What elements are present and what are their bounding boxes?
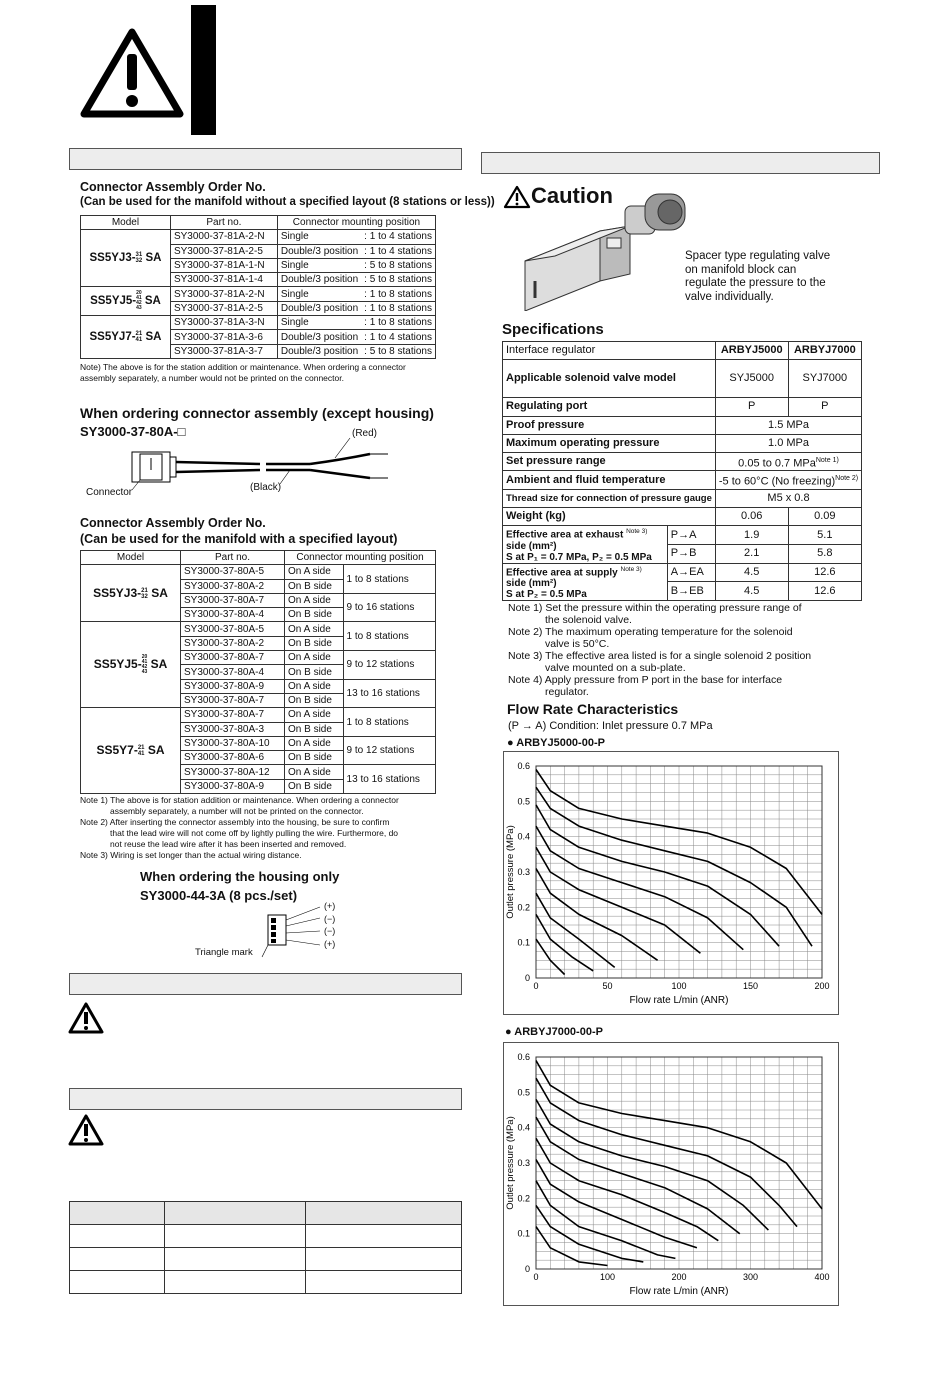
- eff-supply-label: Effective area at supply $^{Note 3)}$ side (mm²) S at P₂ = 0.5 MPa: [503, 563, 668, 600]
- stations: 9 to 12 stations: [343, 651, 435, 680]
- eff-b: 12.6: [788, 563, 862, 582]
- side: On B side: [285, 636, 344, 650]
- y-tick-label: 0.3: [517, 1158, 530, 1168]
- part-no: SY3000-37-80A-9: [181, 679, 285, 693]
- stations: : 1 to 4 stations: [361, 230, 435, 244]
- spec-label: Proof pressure: [503, 416, 716, 434]
- part-no: SY3000-37-80A-5: [181, 565, 285, 579]
- flow-chart-arbyj7000: [503, 1042, 839, 1306]
- spec-ab: 0.05 to 0.7 MPa$^{Note 1)}$: [715, 453, 861, 471]
- eff-a: 4.5: [715, 582, 788, 601]
- flow-chart-arbyj5000: [503, 751, 839, 1015]
- type: Double/3 position: [277, 344, 361, 358]
- type: Single: [277, 230, 361, 244]
- spec-ab: -5 to 60°C (No freezing)$^{Note 2)}$: [715, 471, 861, 489]
- part-no: SY3000-37-81A-2-5: [170, 301, 277, 315]
- stations: 9 to 16 stations: [343, 593, 435, 622]
- spec-a: SYJ5000: [715, 360, 788, 398]
- part-no: SY3000-37-80A-7: [181, 693, 285, 707]
- y-tick-label: 0.2: [517, 902, 530, 913]
- side: On B side: [285, 579, 344, 593]
- y-tick-label: 0.3: [517, 867, 530, 877]
- spec-b: 0.09: [788, 508, 862, 526]
- part-no: SY3000-37-80A-7: [181, 651, 285, 665]
- part-no: SY3000-37-80A-2: [181, 636, 285, 650]
- part-no: SY3000-37-80A-2: [181, 579, 285, 593]
- housing-diagram: [260, 905, 350, 960]
- col-position: Connector mounting position: [277, 216, 435, 230]
- spec-label: Maximum operating pressure: [503, 434, 716, 452]
- part-no: SY3000-37-81A-1-N: [170, 258, 277, 272]
- part-no: SY3000-37-80A-6: [181, 751, 285, 765]
- x-tick-label: 100: [671, 981, 687, 991]
- stations: : 1 to 8 stations: [361, 301, 435, 315]
- part-no: SY3000-37-80A-12: [181, 765, 285, 779]
- eff-b: 5.1: [788, 526, 862, 545]
- order2-table: [80, 550, 436, 794]
- type: Single: [277, 316, 361, 330]
- section-bar-left-3: [69, 1088, 462, 1110]
- side: On A side: [285, 622, 344, 636]
- side: On A side: [285, 708, 344, 722]
- housing-part: SY3000-44-3A (8 pcs./set): [140, 888, 298, 903]
- connector-label: Connector: [86, 487, 133, 498]
- part-no: SY3000-37-80A-7: [181, 708, 285, 722]
- except-housing-title: When ordering connector assembly (except housing): [80, 405, 434, 421]
- eff-a: 2.1: [715, 545, 788, 564]
- x-tick-label: 50: [602, 981, 613, 991]
- type: Double/3 position: [277, 244, 361, 258]
- eff-b: 5.8: [788, 545, 862, 564]
- x-axis-label: Flow rate L/min (ANR): [629, 995, 729, 1006]
- eff-a: 4.5: [715, 563, 788, 582]
- spec-ab: M5 x 0.8: [715, 489, 861, 507]
- side: On A side: [285, 765, 344, 779]
- stations: 13 to 16 stations: [343, 679, 435, 708]
- series-line-6: [536, 1160, 697, 1248]
- spec-label: Set pressure range: [503, 453, 716, 471]
- side: On A side: [285, 679, 344, 693]
- part-no: SY3000-37-80A-5: [181, 622, 285, 636]
- stations: : 5 to 8 stations: [361, 258, 435, 272]
- part-no: SY3000-37-81A-3-6: [170, 330, 277, 344]
- part-no: SY3000-37-81A-3-N: [170, 316, 277, 330]
- spec-a: P: [715, 398, 788, 416]
- y-tick-label: 0.5: [517, 796, 530, 807]
- part-no: SY3000-37-81A-2-5: [170, 244, 277, 258]
- part-no: SY3000-37-81A-1-4: [170, 273, 277, 287]
- series-line-7: [536, 1181, 675, 1259]
- stations: : 5 to 8 stations: [361, 273, 435, 287]
- y-tick-label: 0: [524, 1264, 530, 1274]
- spec-ab: 1.0 MPa: [715, 434, 861, 452]
- spec-label: Thread size for connection of pressure gauge: [503, 489, 716, 507]
- stations: 13 to 16 stations: [343, 765, 435, 794]
- stations: : 1 to 8 stations: [361, 316, 435, 330]
- y-tick-label: 0.5: [517, 1087, 530, 1098]
- order1-table: [80, 215, 436, 359]
- order1-subtitle: (Can be used for the manifold without a specified layout (8 stations or less)): [80, 196, 495, 208]
- y-tick-label: 0.6: [517, 1052, 530, 1062]
- part-no: SY3000-37-80A-10: [181, 736, 285, 750]
- order1-title: Connector Assembly Order No.: [80, 180, 266, 194]
- x-axis-label: Flow rate L/min (ANR): [629, 1286, 729, 1297]
- flow-title: Flow Rate Characteristics: [507, 701, 679, 717]
- eff-b: 12.6: [788, 582, 862, 601]
- spec-label: Interface regulator: [503, 342, 716, 360]
- side: On B side: [285, 693, 344, 707]
- model-cell: SS5YJ3-21 32 SA: [81, 565, 181, 622]
- wire-red-label: (Red): [352, 428, 378, 439]
- y-tick-label: 0.1: [517, 937, 530, 948]
- eff-a: 1.9: [715, 526, 788, 545]
- part-no: SY3000-37-80A-4: [181, 608, 285, 622]
- section-bar-left-1: [69, 148, 462, 170]
- specs-title: Specifications: [502, 321, 604, 338]
- part-no: SY3000-37-81A-3-7: [170, 344, 277, 358]
- side: On B side: [285, 608, 344, 622]
- blank-table: [69, 1201, 462, 1294]
- spec-b: SYJ7000: [788, 360, 862, 398]
- eff-dir: P→B: [667, 545, 715, 564]
- stations: : 5 to 8 stations: [361, 344, 435, 358]
- stations: 1 to 8 stations: [343, 622, 435, 651]
- except-housing-part: SY3000-37-80A-□: [80, 424, 186, 439]
- col-model: Model: [81, 551, 181, 565]
- side: On B side: [285, 722, 344, 736]
- x-tick-label: 400: [814, 1272, 830, 1282]
- type: Double/3 position: [277, 301, 361, 315]
- spec-label: Regulating port: [503, 398, 716, 416]
- flow-condition: (P → A) Condition: Inlet pressure 0.7 MPa: [508, 720, 713, 732]
- stations: 9 to 12 stations: [343, 736, 435, 765]
- spec-head-a: ARBYJ5000: [715, 342, 788, 360]
- section-bar-left-2: [69, 973, 462, 995]
- warning-triangle-icon: [80, 28, 184, 118]
- order2-title: Connector Assembly Order No.: [80, 516, 266, 530]
- y-tick-label: 0.2: [517, 1193, 530, 1204]
- type: Double/3 position: [277, 273, 361, 287]
- order2-notes: Note 1) The above is for station addition or maintenance. When ordering a connector assembly separately, a number will not be printed on the connector. Note 2) After inserting the connector assembly into the housing, be sure to confirm that the lead wire will not come off by lightly pulling the wire. Furthermore, do not reuse the lead wire after it has been inserted and removed. Note 3) Wiring is set longer than the actual wiring distance.: [80, 795, 399, 860]
- x-tick-label: 150: [742, 981, 759, 991]
- regulator-illustration: [515, 186, 695, 311]
- side: On B side: [285, 779, 344, 793]
- eff-dir: A→EA: [667, 563, 715, 582]
- y-axis-label: Outlet pressure (MPa): [505, 825, 516, 919]
- x-tick-label: 0: [533, 981, 539, 991]
- x-tick-label: 200: [814, 981, 830, 991]
- part-no: SY3000-37-81A-2-N: [170, 287, 277, 301]
- x-tick-label: 300: [742, 1272, 759, 1282]
- col-part: Part no.: [170, 216, 277, 230]
- part-no: SY3000-37-81A-2-N: [170, 230, 277, 244]
- section-bar-right-1: [481, 152, 880, 174]
- stations: : 1 to 8 stations: [361, 287, 435, 301]
- stations: 1 to 8 stations: [343, 708, 435, 737]
- eff-dir: P→A: [667, 526, 715, 545]
- specifications-table: [502, 341, 862, 601]
- wire-black-label: (Black): [250, 482, 282, 493]
- eff-dir: B→EB: [667, 582, 715, 601]
- side: On A side: [285, 736, 344, 750]
- order1-note: Note) The above is for the station addition or maintenance. When ordering a connector assembly separately, a number would not be printed on the connector.: [80, 362, 406, 383]
- housing-title: When ordering the housing only: [140, 869, 340, 884]
- x-tick-label: 200: [671, 1272, 687, 1282]
- stations: : 1 to 4 stations: [361, 330, 435, 344]
- y-axis-label: Outlet pressure (MPa): [505, 1116, 516, 1210]
- y-tick-label: 0.4: [517, 831, 530, 842]
- col-model: Model: [81, 216, 171, 230]
- y-tick-label: 0.4: [517, 1122, 530, 1133]
- specs-notes: Note 1) Set the pressure within the operating pressure range of the solenoid valve. Note 2) The maximum operating temperature for the solenoid valve is 50°C. Note 3) The effective area listed is for a single solenoid 2 position valve mounted on a sub-plate. Note 4) Apply pressure from P port in the base for interface regulator.: [508, 602, 812, 698]
- side: On A side: [285, 593, 344, 607]
- stations: : 1 to 4 stations: [361, 244, 435, 258]
- type: Single: [277, 258, 361, 272]
- triangle-mark-label: Triangle mark: [195, 947, 253, 958]
- part-no: SY3000-37-80A-7: [181, 593, 285, 607]
- model-cell: SS5YJ7-21 41 SA: [81, 316, 171, 359]
- stations: 1 to 8 stations: [343, 565, 435, 594]
- type: Single: [277, 287, 361, 301]
- model-cell: SS5YJ3-31 32 SA: [81, 230, 171, 287]
- model-cell: SS5YJ5-20 41 42 43 SA: [81, 287, 171, 316]
- side: On B side: [285, 665, 344, 679]
- side: On B side: [285, 751, 344, 765]
- order2-subtitle: (Can be used for the manifold with a specified layout): [80, 532, 398, 546]
- type: Double/3 position: [277, 330, 361, 344]
- housing-pins: (+) (−) (−) (+): [324, 901, 336, 949]
- side: On A side: [285, 651, 344, 665]
- eff-exhaust-label: Effective area at exhaust $^{Note 3)}$ side (mm²) S at P₁ = 0.7 MPa, P₂ = 0.5 MPa: [503, 526, 668, 563]
- spec-head-b: ARBYJ7000: [788, 342, 862, 360]
- spacer-description: Spacer type regulating valve on manifold block can regulate the pressure to the valve individually.: [685, 250, 831, 303]
- model-cell: SS5Y7-21 41 SA: [81, 708, 181, 794]
- spec-label: Weight (kg): [503, 508, 716, 526]
- y-tick-label: 0.1: [517, 1228, 530, 1239]
- x-tick-label: 100: [599, 1272, 616, 1282]
- warning-small-icon: [68, 1114, 104, 1146]
- spec-b: P: [788, 398, 862, 416]
- spec-label: Applicable solenoid valve model: [503, 360, 716, 398]
- x-tick-label: 0: [533, 1272, 539, 1282]
- spec-a: 0.06: [715, 508, 788, 526]
- col-part: Part no.: [181, 551, 285, 565]
- spec-label: Ambient and fluid temperature: [503, 471, 716, 489]
- warning-small-icon: [68, 1002, 104, 1034]
- part-no: SY3000-37-80A-9: [181, 779, 285, 793]
- y-tick-label: 0.6: [517, 761, 530, 771]
- spec-ab: 1.5 MPa: [715, 416, 861, 434]
- col-position: Connector mounting position: [285, 551, 436, 565]
- caution-title: Caution: [531, 183, 613, 208]
- model-cell: SS5YJ5-20 41 42 43 SA: [81, 622, 181, 708]
- chart2-title: ● ARBYJ7000-00-P: [505, 1026, 603, 1038]
- y-tick-label: 0: [524, 973, 530, 983]
- part-no: SY3000-37-80A-4: [181, 665, 285, 679]
- vertical-black-bar: [191, 5, 216, 135]
- part-no: SY3000-37-80A-3: [181, 722, 285, 736]
- chart1-title: ● ARBYJ5000-00-P: [507, 737, 605, 749]
- side: On A side: [285, 565, 344, 579]
